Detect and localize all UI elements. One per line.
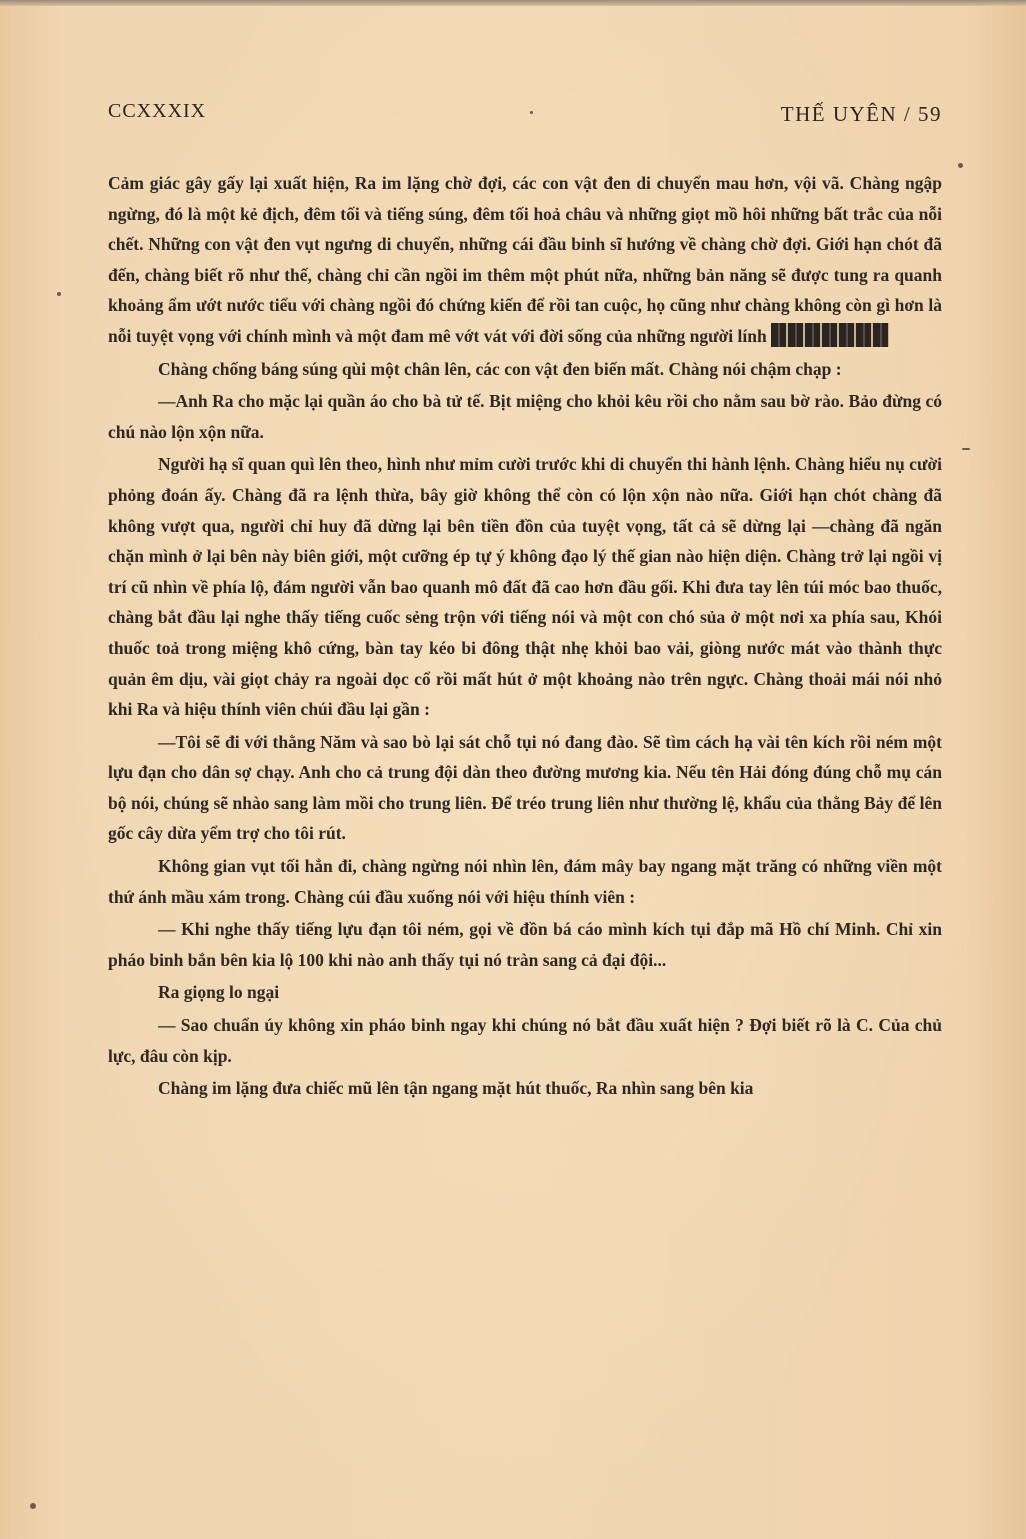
paragraph: Ra giọng lo ngại: [158, 982, 280, 1003]
paper-speck: [958, 163, 963, 168]
page-top-edge: [0, 0, 1026, 6]
body-text: [108, 168, 942, 1104]
paragraph: — Sao chuẩn úy không xin pháo binh ngay khi chúng nó bắt đầu xuất hiện ? Đợi biết rõ là C. Của chủ lực, đâu còn kịp.: [108, 1015, 942, 1066]
paragraph: Chàng im lặng đưa chiếc mũ lên tận ngang mặt hút thuốc, Ra nhìn sang bên kia: [158, 1078, 754, 1099]
paragraph: —Tôi sẽ đi với thằng Năm và sao bò lại sát chỗ tụi nó đang đào. Sẽ tìm cách hạ vài tên kích rồi ném một lựu đạn cho dân sợ chạy. Anh cho cả trung đội dàn theo đường mương kia. Nếu tên Hải đóng đúng chỗ mụ cán bộ nói, chúng sẽ nhào sang làm mồi cho trung liên. Để tréo trung liên như thường lệ, khẩu của thằng Bảy để lên gốc cây dừa yểm trợ cho tôi rút.: [108, 731, 942, 844]
paragraph: Không gian vụt tối hẳn đi, chàng ngừng nói nhìn lên, đám mây bay ngang mặt trăng có những viền một thứ ánh mầu xám trong. Chàng cúi đầu xuống nói với hiệu thính viên :: [108, 856, 942, 907]
paragraph: —Anh Ra cho mặc lại quần áo cho bà tử tế. Bịt miệng cho khỏi kêu rồi cho nằm sau bờ rào. Bảo đừng có chú nào lộn xộn nữa.: [108, 391, 942, 442]
chapter-folio: CCXXXIX: [108, 100, 207, 122]
paragraph: [108, 168, 942, 352]
ink-blot: [771, 323, 889, 347]
paragraph: — Khi nghe thấy tiếng lựu đạn tôi ném, gọi về đồn bá cáo mình kích tụi đắp mã Hồ chí Minh. Chỉ xin pháo binh bắn bên kia lộ 100 khi nào anh thấy tụi nó tràn sang cả đại đội...: [108, 919, 942, 970]
paper-speck: [962, 448, 970, 450]
running-head: THẾ UYÊN / 59: [780, 102, 942, 126]
paragraph-text: Cảm giác gây gấy lại xuất hiện, Ra im lặng chờ đợi, các con vật đen di chuyển mau hơn, vội vã. Chàng ngập ngừng, đó là một kẻ địch, đêm tối và tiếng súng, đêm tối hoả châu và những giọt mồ hôi những bất trắc của nỗi chết. Những con vật đen vụt ngưng di chuyển, những cái đầu binh sĩ hướng về chàng chờ đợi. Giới hạn chót đã đến, chàng biết rõ như thế, chàng chỉ cần ngồi im thêm một phút nữa, những bản năng sẽ được tung ra quanh khoảng ẩm ướt nước tiểu với chàng ngồi đó chứng kiến để rồi tan cuộc, họ cũng như chàng không còn gì hơn là nỗi tuyệt vọng với chính mình và một đam mê vớt vát với đời sống của những người lính: [108, 173, 942, 346]
paragraph: Người hạ sĩ quan quì lên theo, hình như mỉm cười trước khi di chuyển thi hành lệnh. Chàng hiểu nụ cười phỏng đoán ấy. Chàng đã ra lệnh thừa, bây giờ không thể còn có lộn xộn nào nữa. Giới hạn chót chàng đã không vượt qua, người chỉ huy đã dừng lại bên tiền đồn của tuyệt vọng, tất cả sẽ dừng lại —chàng đã ngăn chặn mình ở lại bên này biên giới, một cưỡng ép tự ý không đạo lý thế gian nào hiện diện. Chàng trở lại ngồi vị trí cũ nhìn về phía lộ, đám người vẫn bao quanh mô đất đã cao hơn đầu gối. Khi đưa tay lên túi móc bao thuốc, chàng bắt đầu lại nghe thấy tiếng cuốc sẻng trộn với tiếng nói và một con chó sủa ở một nơi xa phía sau, Khói thuốc toả trong miệng khô cứng, bàn tay kéo bi đông thật nhẹ khỏi bao vải, giòng nước mát vào thành thực quản êm dịu, vài giọt chảy ra ngoài dọc cổ rồi mất hút ở một khoảng nào trên ngực. Chàng thoải mái nói nhỏ khi Ra và hiệu thính viên chúi đầu lại gần :: [108, 454, 942, 720]
paper-speck: [530, 111, 533, 114]
paragraph: Chàng chống báng súng qùi một chân lên, các con vật đen biến mất. Chàng nói chậm chạp :: [158, 358, 842, 379]
paper-speck: [57, 292, 61, 296]
page-header: [108, 100, 942, 136]
paper-speck: [30, 1503, 36, 1509]
